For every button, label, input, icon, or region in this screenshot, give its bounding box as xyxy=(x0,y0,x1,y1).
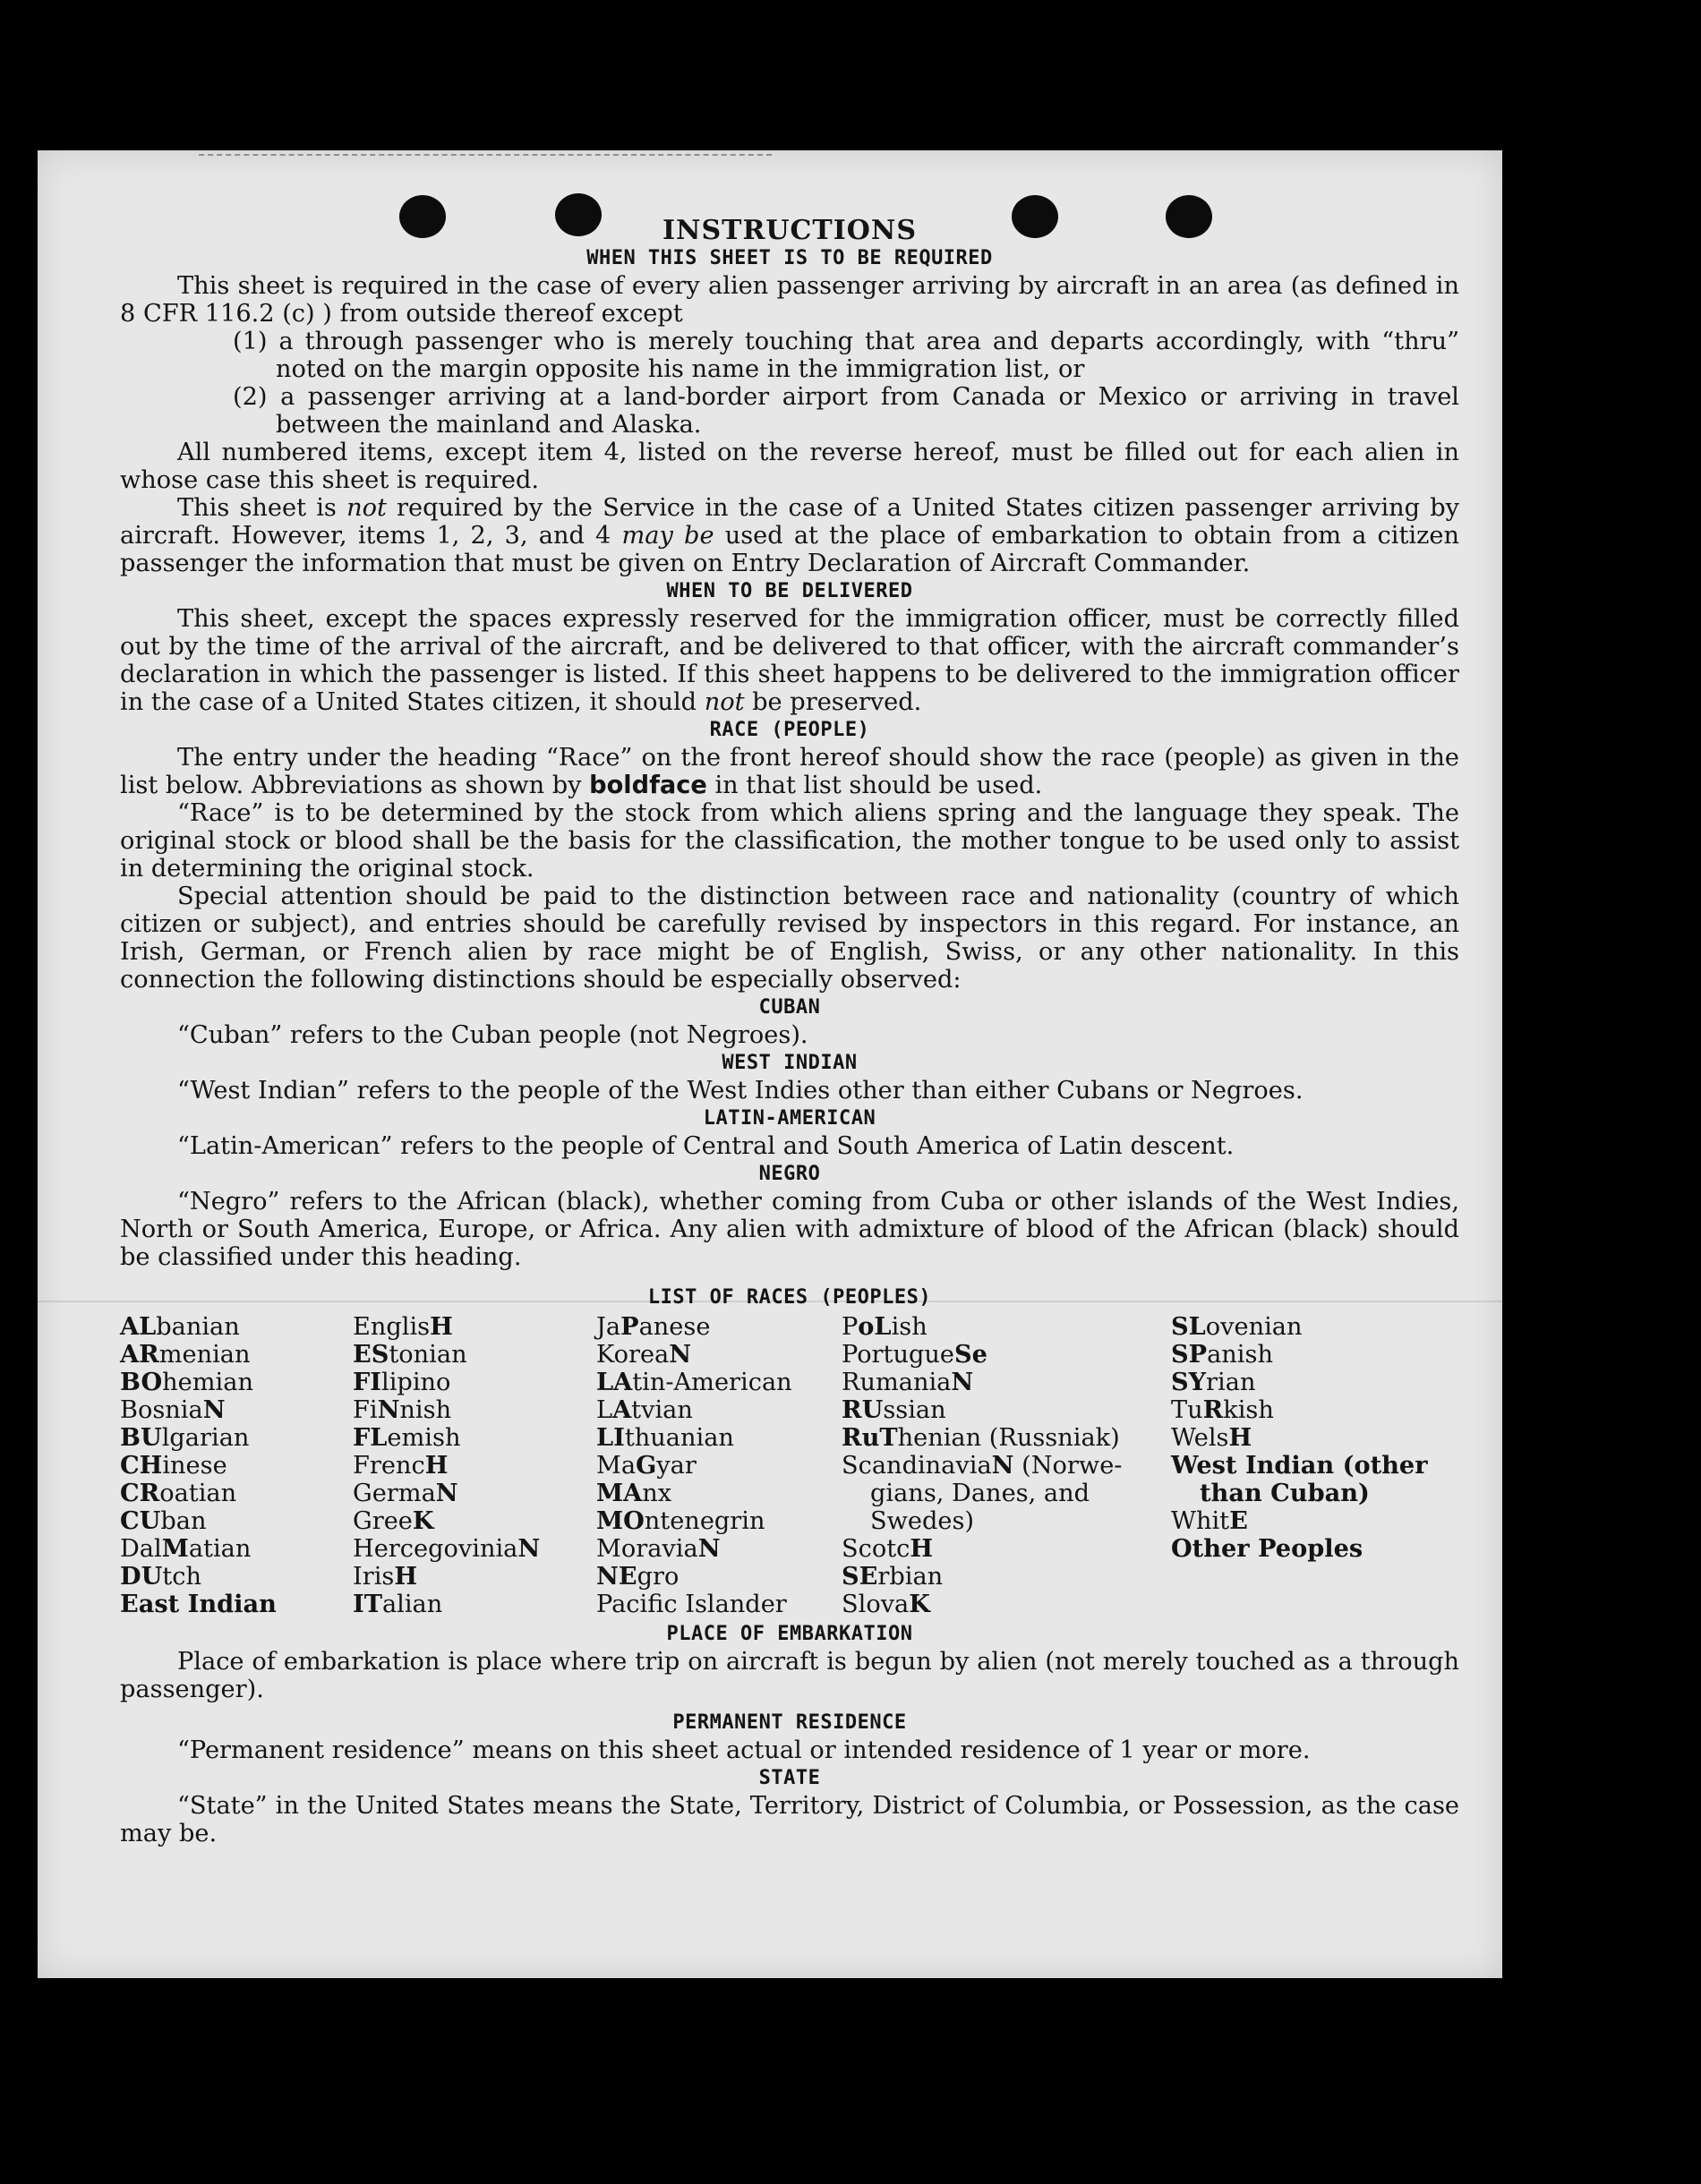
race-entry xyxy=(1171,1535,1459,1563)
race-abbreviation: LI xyxy=(596,1423,625,1452)
race-text: hemian xyxy=(162,1369,253,1396)
race-abbreviation: H xyxy=(424,1451,449,1480)
race-entry xyxy=(353,1480,596,1507)
races-column xyxy=(120,1313,353,1618)
race-abbreviation: P xyxy=(620,1312,639,1341)
heading-race: RACE (PEOPLE) xyxy=(709,719,870,741)
race-text: Englis xyxy=(353,1313,431,1341)
race-abbreviation: IT xyxy=(353,1590,382,1618)
race-entry xyxy=(1171,1507,1459,1535)
heading-west-indian: WEST INDIAN xyxy=(722,1052,858,1074)
race-entry xyxy=(1171,1424,1459,1452)
list-item: (1) a through passenger who is merely touching that area and departs accordingly, with “thru” noted on the margin opposite his name in the immigration list, or xyxy=(233,328,1459,383)
race-entry xyxy=(842,1369,1171,1396)
text-run-bold: boldface xyxy=(589,772,707,799)
race-abbreviation: N xyxy=(669,1340,692,1369)
race-entry xyxy=(353,1396,596,1424)
race-entry xyxy=(842,1341,1171,1369)
race-text: Portugue xyxy=(842,1341,954,1369)
race-abbreviation: Se xyxy=(954,1340,987,1369)
race-abbreviation: N xyxy=(951,1368,974,1396)
race-entry xyxy=(842,1563,1171,1591)
race-text: Gree xyxy=(353,1507,413,1535)
race-entry xyxy=(353,1452,596,1480)
paragraph xyxy=(120,744,1459,799)
race-text: Rumania xyxy=(842,1369,952,1396)
race-abbreviation: H xyxy=(1228,1423,1252,1452)
race-entry xyxy=(120,1369,353,1396)
paragraph: “Race” is to be determined by the stock from which aliens spring and the language they speak. The original stock or blood shall be the basis for the classification, the mother tongue to be used only to assist in determining the original stock. xyxy=(120,799,1459,883)
race-text: banian xyxy=(156,1313,240,1341)
race-entry xyxy=(596,1480,842,1507)
race-entry xyxy=(353,1341,596,1369)
definition: “State” in the United States means the State, Territory, District of Columbia, or Possession, as the case may be. xyxy=(120,1792,1459,1847)
race-entry xyxy=(353,1507,596,1535)
race-abbreviation: N xyxy=(697,1534,721,1563)
race-entry xyxy=(120,1396,353,1424)
race-text: Frenc xyxy=(353,1452,425,1480)
race-abbreviation: RU xyxy=(842,1395,884,1424)
race-entry xyxy=(353,1424,596,1452)
races-column xyxy=(353,1313,596,1618)
race-entry xyxy=(842,1396,1171,1424)
race-abbreviation: R xyxy=(1202,1395,1224,1424)
race-text: kish xyxy=(1223,1396,1274,1424)
race-abbreviation: M xyxy=(161,1534,189,1563)
race-text: tonian xyxy=(389,1341,467,1369)
definition: “Latin-American” refers to the people of Central and South America of Latin descent. xyxy=(177,1132,1235,1160)
race-abbreviation: West Indian (other than Cuban) xyxy=(1171,1451,1428,1507)
race-abbreviation: N xyxy=(377,1395,400,1424)
race-entry xyxy=(120,1480,353,1507)
definition: “West Indian” refers to the people of the West Indies other than either Cubans or Negroes. xyxy=(177,1077,1304,1105)
race-entry xyxy=(842,1424,1171,1452)
race-entry xyxy=(353,1591,596,1618)
race-text: L xyxy=(596,1396,613,1424)
race-text: nx xyxy=(642,1480,672,1507)
race-abbreviation: N xyxy=(435,1479,458,1507)
race-abbreviation: N xyxy=(991,1451,1014,1480)
page-title: INSTRUCTIONS xyxy=(662,215,917,246)
race-abbreviation: CR xyxy=(120,1479,160,1507)
heading-cuban: CUBAN xyxy=(758,996,821,1019)
race-abbreviation: CH xyxy=(120,1451,163,1480)
definition: “Permanent residence” means on this sheet actual or intended residence of 1 year or more. xyxy=(177,1736,1311,1764)
race-text: Tu xyxy=(1171,1396,1203,1424)
race-entry xyxy=(353,1369,596,1396)
list-item: (2) a passenger arriving at a land-border airport from Canada or Mexico or arriving in travel between the mainland and Alaska. xyxy=(233,383,1459,439)
race-entry xyxy=(842,1452,1171,1535)
race-text: gro xyxy=(637,1563,680,1591)
race-entry xyxy=(1171,1341,1459,1369)
race-text: rian xyxy=(1206,1369,1256,1396)
race-abbreviation: Other Peoples xyxy=(1171,1534,1363,1563)
race-text: Fi xyxy=(353,1396,378,1424)
race-entry xyxy=(842,1535,1171,1563)
race-abbreviation: K xyxy=(412,1506,434,1535)
text-run-italic: may be xyxy=(621,522,714,550)
text-run: This sheet, except the spaces expressly reserved for the immigration officer, must be correctly filled out by the time of the arrival of the aircraft, and be delivered to that officer, with the aircraft commander’s declaration in which the passenger is listed. If this sheet happens to be delivered to the immigration officer in the case of a United States citizen, it should xyxy=(120,605,1459,716)
perforation-line xyxy=(199,154,772,156)
race-abbreviation: K xyxy=(909,1590,930,1618)
race-entry xyxy=(596,1341,842,1369)
race-text: Scandinavia xyxy=(842,1452,992,1480)
race-entry xyxy=(596,1507,842,1535)
race-entry xyxy=(596,1535,842,1563)
race-text: Hercegovinia xyxy=(353,1535,518,1563)
race-text: ntenegrin xyxy=(644,1507,765,1535)
race-abbreviation: oL xyxy=(858,1312,892,1341)
race-abbreviation: BO xyxy=(120,1368,163,1396)
race-entry xyxy=(120,1563,353,1591)
text-run: in that list should be used. xyxy=(706,772,1043,799)
heading-when-delivered: WHEN TO BE DELIVERED xyxy=(666,580,913,602)
race-entry xyxy=(1171,1396,1459,1424)
definition: Place of embarkation is place where trip on aircraft is begun by alien (not merely touched as a through passenger). xyxy=(120,1648,1459,1703)
race-text: lipino xyxy=(381,1369,451,1396)
race-text: Scotc xyxy=(842,1535,910,1563)
races-table xyxy=(120,1313,1459,1618)
race-entry xyxy=(842,1591,1171,1618)
race-text: Moravia xyxy=(596,1535,698,1563)
race-abbreviation: SE xyxy=(842,1562,878,1591)
race-entry xyxy=(1171,1313,1459,1341)
heading-negro: NEGRO xyxy=(758,1163,821,1185)
race-text: henian xyxy=(897,1424,982,1452)
race-abbreviation: H xyxy=(394,1562,418,1591)
race-abbreviation: G xyxy=(636,1451,657,1480)
race-text: tch xyxy=(162,1563,201,1591)
race-text: Germa xyxy=(353,1480,436,1507)
race-text: Ma xyxy=(596,1452,637,1480)
paragraph xyxy=(120,494,1459,577)
race-abbreviation: AR xyxy=(120,1340,159,1369)
race-text: P xyxy=(842,1313,859,1341)
race-abbreviation: East Indian xyxy=(120,1590,277,1618)
race-entry xyxy=(1171,1369,1459,1396)
race-text: Pacific Islander xyxy=(596,1591,787,1618)
race-entry xyxy=(1171,1452,1459,1507)
race-entry xyxy=(120,1535,353,1563)
race-abbreviation: ES xyxy=(353,1340,389,1369)
race-abbreviation: CU xyxy=(120,1506,161,1535)
heading-list-of-races: LIST OF RACES (PEOPLES) xyxy=(647,1286,932,1309)
paragraph: This sheet is required in the case of every alien passenger arriving by aircraft in an area (as defined in 8 CFR 116.2 (c) ) from outside thereof except xyxy=(120,272,1459,328)
race-text: thuanian xyxy=(624,1424,734,1452)
instructions-content xyxy=(120,213,1459,1847)
race-entry xyxy=(353,1313,596,1341)
race-abbreviation: FI xyxy=(353,1368,382,1396)
text-run-italic: not xyxy=(704,688,745,716)
heading-state: STATE xyxy=(758,1767,821,1789)
race-entry xyxy=(120,1452,353,1480)
race-text: rbian xyxy=(877,1563,944,1591)
paragraph: Special attention should be paid to the distinction between race and nationality (country of which citizen or subject), and entries should be carefully revised by inspectors in this regard. For instance, an Irish, German, or French alien by race might be of English, Swiss, or any other nationality. In this connection the following distinctions should be especially observed: xyxy=(120,883,1459,994)
races-column xyxy=(1171,1313,1459,1618)
race-abbreviation: N xyxy=(517,1534,541,1563)
race-abbreviation: N xyxy=(202,1395,226,1424)
race-abbreviation: E xyxy=(1229,1506,1248,1535)
race-abbreviation: H xyxy=(910,1534,934,1563)
race-entry xyxy=(596,1369,842,1396)
races-column xyxy=(596,1313,842,1618)
race-entry xyxy=(596,1424,842,1452)
race-abbreviation: BU xyxy=(120,1423,162,1452)
race-text: inese xyxy=(162,1452,227,1480)
race-text: ssian xyxy=(883,1396,946,1424)
race-text: atian xyxy=(188,1535,252,1563)
race-abbreviation: LA xyxy=(596,1368,633,1396)
race-abbreviation: SP xyxy=(1171,1340,1208,1369)
heading-latin-american: LATIN-AMERICAN xyxy=(703,1107,876,1130)
paragraph: All numbered items, except item 4, listed on the reverse hereof, must be filled out for each alien in whose case this sheet is required. xyxy=(120,439,1459,494)
text-run: This sheet is xyxy=(177,494,347,522)
race-text: yar xyxy=(656,1452,697,1480)
race-entry xyxy=(120,1507,353,1535)
race-text: Korea xyxy=(596,1341,670,1369)
document-page xyxy=(38,150,1502,1978)
race-entry xyxy=(596,1396,842,1424)
paragraph xyxy=(120,605,1459,716)
text-run: required by the Service in the case of a United States citizen passenger arriving by aircraft. However, items 1, 2, 3, and 4 xyxy=(120,494,1459,550)
race-entry xyxy=(120,1341,353,1369)
race-text: Slova xyxy=(842,1591,910,1618)
race-abbreviation: DU xyxy=(120,1562,163,1591)
race-text: Iris xyxy=(353,1563,395,1591)
race-text: (Norwe-gians, Danes, and Swedes) xyxy=(870,1452,1123,1535)
race-abbreviation: MA xyxy=(596,1479,643,1507)
heading-embarkation: PLACE OF EMBARKATION xyxy=(666,1623,913,1645)
races-column xyxy=(842,1313,1171,1618)
race-entry xyxy=(120,1424,353,1452)
text-run: The entry under the heading “Race” on the front hereof should show the race (people) as given in the list below. Abbreviations as shown by xyxy=(120,744,1459,799)
race-abbreviation: RuT xyxy=(842,1423,898,1452)
race-entry xyxy=(120,1591,353,1618)
race-abbreviation: SL xyxy=(1171,1312,1206,1341)
race-text: Dal xyxy=(120,1535,162,1563)
text-run: be preserved. xyxy=(744,688,922,716)
race-entry xyxy=(596,1452,842,1480)
race-text: Ja xyxy=(596,1313,621,1341)
definition: “Cuban” refers to the Cuban people (not Negroes). xyxy=(177,1021,808,1049)
heading-when-required: WHEN THIS SHEET IS TO BE REQUIRED xyxy=(586,247,993,269)
race-text: nish xyxy=(399,1396,452,1424)
race-text: Bosnia xyxy=(120,1396,203,1424)
race-text: anese xyxy=(638,1313,711,1341)
race-text: ish xyxy=(891,1313,927,1341)
race-text: ovenian xyxy=(1205,1313,1303,1341)
race-entry xyxy=(120,1313,353,1341)
heading-permanent-residence: PERMANENT RESIDENCE xyxy=(672,1711,907,1734)
race-abbreviation: MO xyxy=(596,1506,645,1535)
definition: “Negro” refers to the African (black), whether coming from Cuba or other islands of the West Indies, North or South America, Europe, or Africa. Any alien with admixture of blood of the African (black) should be classified under this heading. xyxy=(120,1188,1459,1271)
race-text: menian xyxy=(158,1341,251,1369)
race-text: anish xyxy=(1207,1341,1273,1369)
race-text: Wels xyxy=(1171,1424,1229,1452)
race-text: tvian xyxy=(631,1396,693,1424)
race-entry xyxy=(842,1313,1171,1341)
race-text: lgarian xyxy=(161,1424,250,1452)
race-text: tin-American xyxy=(632,1369,792,1396)
race-text: (Russniak) xyxy=(981,1424,1120,1452)
race-entry xyxy=(353,1535,596,1563)
race-text: oatian xyxy=(159,1480,237,1507)
race-abbreviation: H xyxy=(430,1312,453,1341)
race-text: alian xyxy=(381,1591,443,1618)
text-run-italic: not xyxy=(346,494,387,522)
race-abbreviation: SY xyxy=(1171,1368,1207,1396)
race-entry xyxy=(596,1563,842,1591)
race-text: ban xyxy=(160,1507,207,1535)
race-text: Whit xyxy=(1171,1507,1230,1535)
race-entry xyxy=(353,1563,596,1591)
race-abbreviation: NE xyxy=(596,1562,637,1591)
text-run: used at the place of embarkation to obtain from a citizen passenger the information that must be given on Entry Declaration of Aircraft Commander. xyxy=(120,522,1460,577)
race-entry xyxy=(596,1313,842,1341)
race-abbreviation: FL xyxy=(353,1423,388,1452)
race-entry xyxy=(596,1591,842,1618)
race-abbreviation: AL xyxy=(120,1312,157,1341)
race-abbreviation: A xyxy=(612,1395,632,1424)
race-text: emish xyxy=(387,1424,461,1452)
